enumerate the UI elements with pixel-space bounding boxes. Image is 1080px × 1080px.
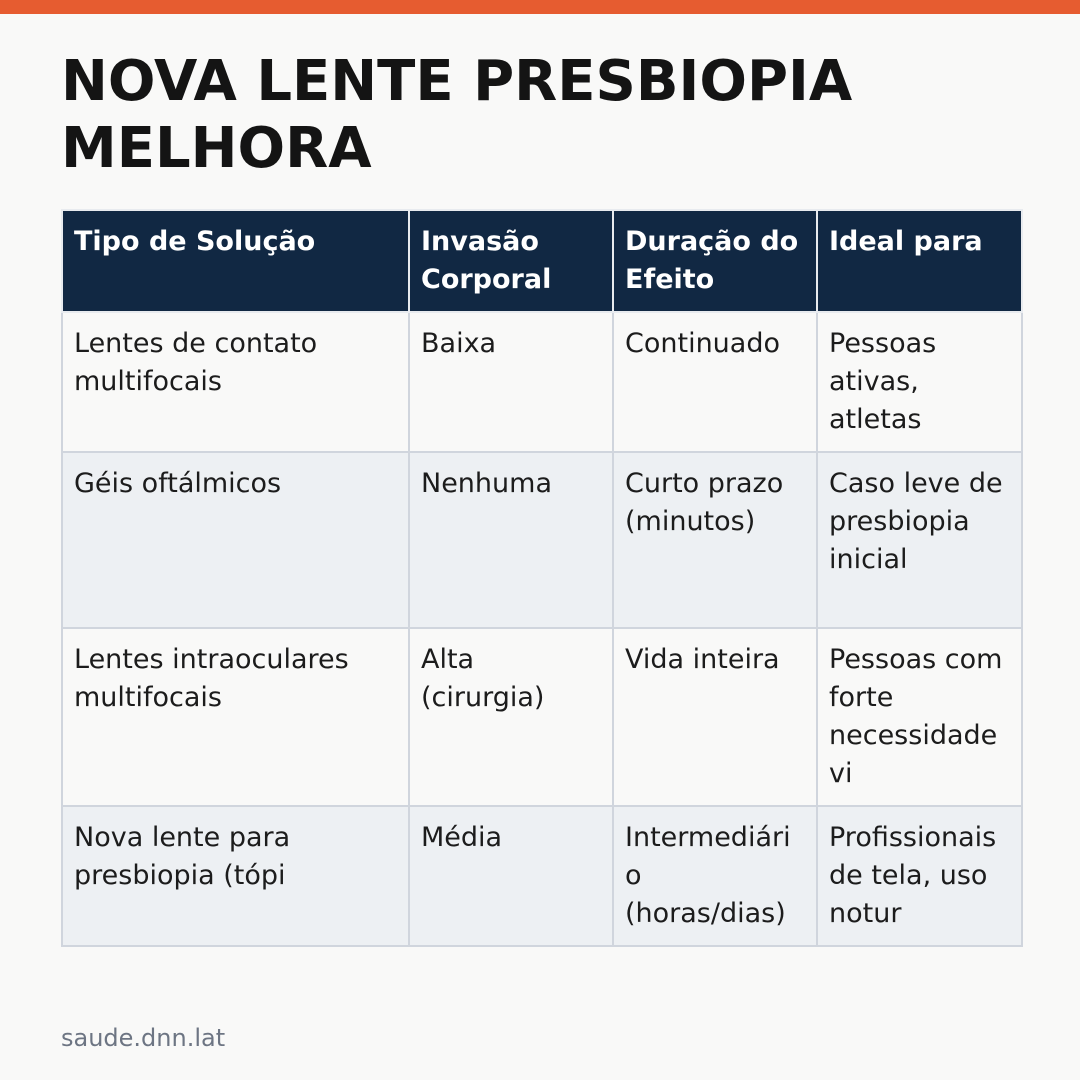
table-cell: Caso leve de presbiopia inicial xyxy=(817,452,1022,628)
table-cell: Baixa xyxy=(409,312,613,452)
table-cell: Curto prazo (minutos) xyxy=(613,452,817,628)
column-header-solution-type: Tipo de Solução xyxy=(62,210,409,312)
table-row xyxy=(62,312,1022,452)
table-row xyxy=(62,628,1022,806)
column-header-effect-duration: Duração do Efeito xyxy=(613,210,817,312)
source-label: saude.dnn.lat xyxy=(61,1024,226,1052)
comparison-table xyxy=(61,209,1023,947)
table-cell: Vida inteira xyxy=(613,628,817,806)
table-cell: Géis oftálmicos xyxy=(62,452,409,628)
column-header-invasiveness: Invasão Corporal xyxy=(409,210,613,312)
table-cell: Nova lente para presbiopia (tópi xyxy=(62,806,409,946)
table-cell: Profissionais de tela, uso notur xyxy=(817,806,1022,946)
table-header-row xyxy=(62,210,1022,312)
table-cell: Alta (cirurgia) xyxy=(409,628,613,806)
page-title: NOVA LENTE PRESBIOPIA MELHORA xyxy=(61,49,853,181)
accent-bar xyxy=(0,0,1080,14)
table-cell: Lentes intraoculares multifocais xyxy=(62,628,409,806)
table-cell: Lentes de contato multifocais xyxy=(62,312,409,452)
table-cell: Continuado xyxy=(613,312,817,452)
table-row xyxy=(62,806,1022,946)
table-cell: Nenhuma xyxy=(409,452,613,628)
table-cell: Média xyxy=(409,806,613,946)
table-cell: Pessoas com forte necessidade vi xyxy=(817,628,1022,806)
column-header-ideal-for: Ideal para xyxy=(817,210,1022,312)
table-cell: Pessoas ativas, atletas xyxy=(817,312,1022,452)
table-row xyxy=(62,452,1022,628)
table-cell: Intermediário (horas/dias) xyxy=(613,806,817,946)
